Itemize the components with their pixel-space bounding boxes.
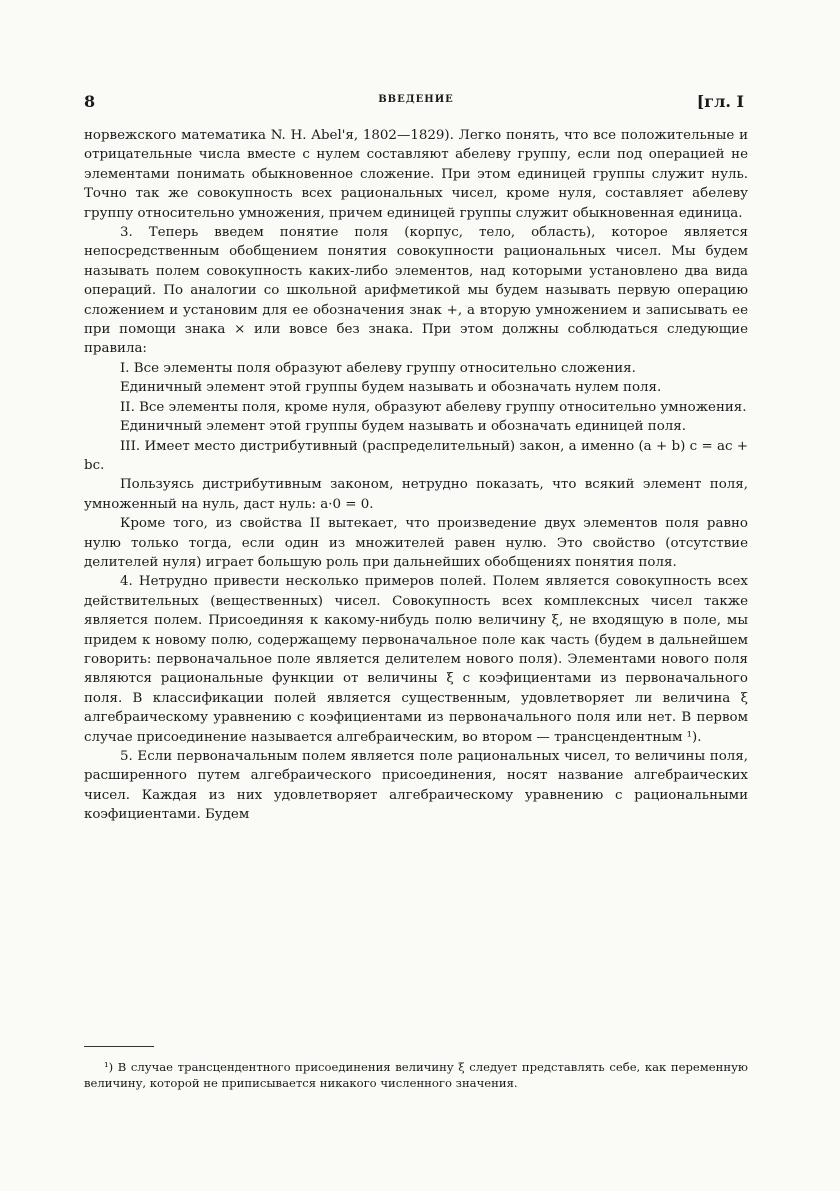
paragraph: Единичный элемент этой группы будем называть и обозначать нулем поля. xyxy=(120,380,662,396)
footnote: ¹) В случае трансцендентного присоединения величину ξ следует представлять себе, как переменную величину, которой не приписывается никакого численного значения. xyxy=(84,1059,748,1090)
paragraph: Кроме того, из свойства II вытекает, что произведение двух элементов поля равно нулю только тогда, если один из множителей равен нулю. Это свойство (отсутствие делителей нуля) играет большую роль при дальнейших обобщениях понятия поля. xyxy=(84,516,748,570)
chapter-label: [гл. I xyxy=(696,92,744,111)
paragraph: 3. Теперь введем понятие поля (корпус, тело, область), которое является непосредственным обобщением понятия совокупности рациональных чисел. Мы будем называть полем совокупность каких-либо элементов, над которыми установлено два вида операций. По аналогии со школьной арифметикой мы будем называть первую операцию сложением и установим для ее обозначения знак +, а вторую умножением и записывать ее при помощи знака × или вовсе без знака. При этом должны соблюдаться следующие правила: xyxy=(84,225,748,357)
paragraph: Единичный элемент этой группы будем называть и обозначать единицей поля. xyxy=(120,419,687,435)
page-body xyxy=(84,126,748,825)
footnote-rule xyxy=(84,1046,154,1047)
paragraph: 5. Если первоначальным полем является поле рациональных чисел, то величины поля, расширенного путем алгебраического присоединения, носят название алгебраических чисел. Каждая из них удовлетворяет алгебраическому уравнению с рациональными коэфициентами. Будем xyxy=(84,749,748,823)
paragraph: норвежского математика N. H. Abel'я, 1802—1829). Легко понять, что все положительные и отрицательные числа вместе с нулем составляют абелеву группу, если под операцией не элементами понимать обыкновенное сложение. При этом единицей группы служит нуль. Точно так же совокупность всех рациональных чисел, кроме нуля, составляет абелеву группу относительно умножения, причем единицей группы служит обыкновенная единица. xyxy=(84,128,748,221)
paragraph: 4. Нетрудно привести несколько примеров полей. Полем является совокупность всех действительных (вещественных) чисел. Совокупность всех комплексных чисел также является полем. Присоединяя к какому-нибудь полю величину ξ, не входящую в поле, мы придем к новому полю, содержащему первоначальное поле как часть (будем в дальнейшем говорить: первоначальное поле является делителем нового поля). Элементами нового поля являются рациональные функции от величины ξ с коэфициентами из первоначального поля. В классификации полей является существенным, удовлетворяет ли величина ξ алгебраическому уравнению с коэфициентами из первоначального поля или нет. В первом случае присоединение называется алгебраическим, во втором — трансцендентным ¹). xyxy=(84,574,748,745)
page-header xyxy=(84,92,748,118)
running-title: ВВЕДЕНИЕ xyxy=(378,94,454,105)
paragraph: I. Все элементы поля образуют абелеву группу относительно сложения. xyxy=(120,360,636,376)
page-number: 8 xyxy=(84,92,96,111)
paragraph: III. Имеет место дистрибутивный (распределительный) закон, а именно (a + b) c = ac + bc. xyxy=(84,438,748,473)
footnotes xyxy=(84,1046,748,1102)
paragraph: Пользуясь дистрибутивным законом, нетрудно показать, что всякий элемент поля, умноженный на нуль, даст нуль: a·0 = 0. xyxy=(84,477,748,512)
paragraph: II. Все элементы поля, кроме нуля, образуют абелеву группу относительно умножения. xyxy=(120,399,747,415)
